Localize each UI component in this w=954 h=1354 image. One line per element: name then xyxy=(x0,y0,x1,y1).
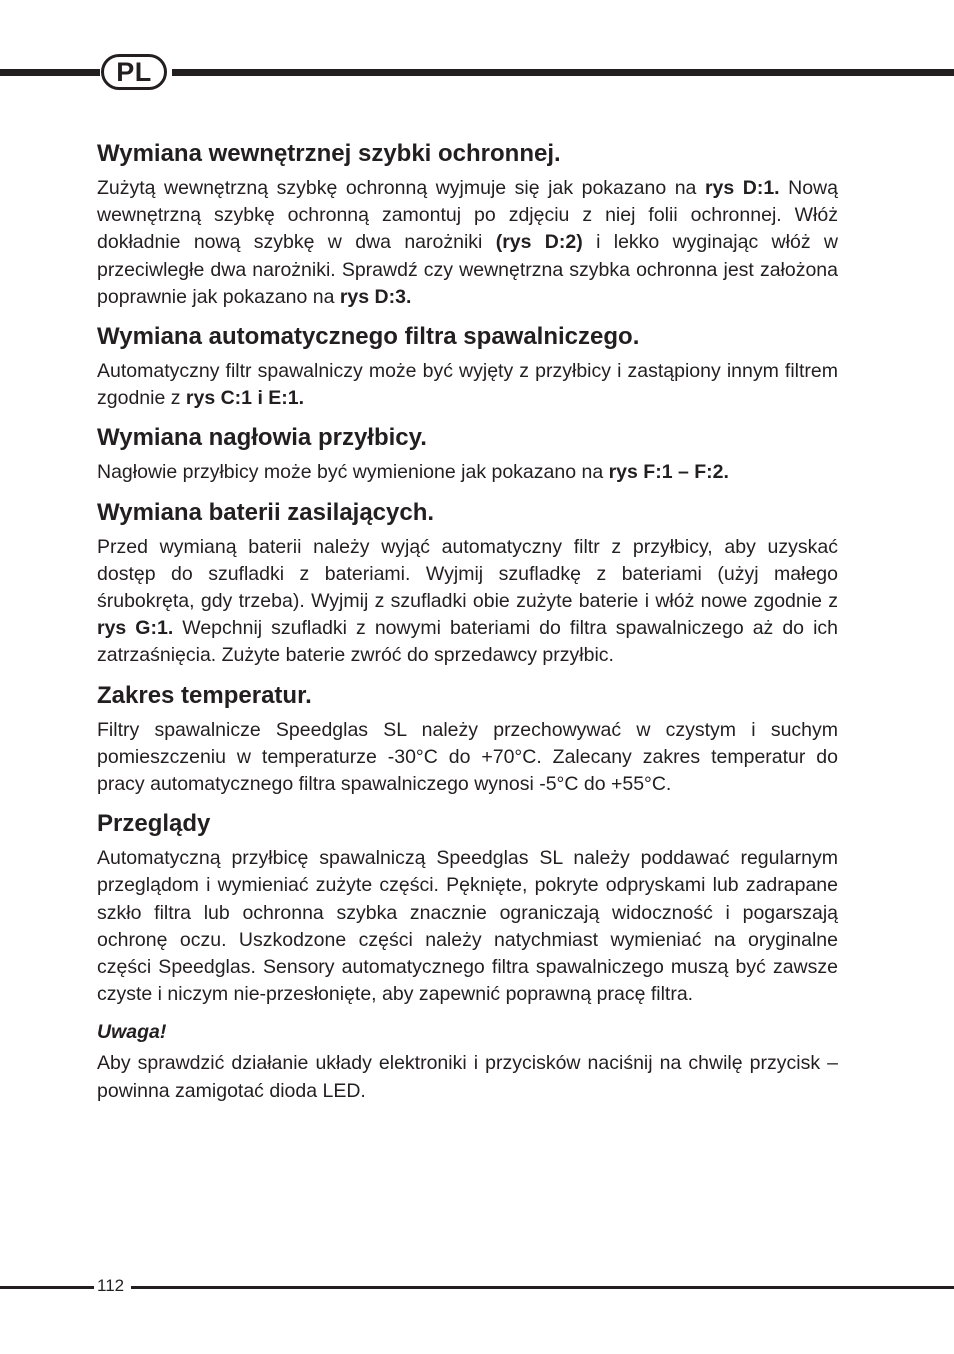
header-rule-right xyxy=(172,69,954,76)
section-title: Wymiana automatycznego filtra spawalniczego. xyxy=(97,323,640,351)
section-paragraph: Automatyczny filtr spawalniczy może być wyjęty z przyłbicy i zastąpiony innym filtrem zgodnie z rys C:1 i E:1. xyxy=(97,360,838,410)
section-paragraph: Przed wymianą baterii należy wyjąć automatyczny filtr z przyłbicy, aby uzyskać dostęp do szufladki z bateriami. Wyjmij szufladkę z bateriami (użyj małego śrubokręta, gdy trzeba). Wyjmij z szufladki obie zużyte baterie i włóż nowe zgodnie z rys G:1. Wepchnij szufladki z nowymi bateriami do filtra spawalniczego aż do ich zatrzaśnięcia. Zużyte baterie zwróć do sprzedawcy przyłbic. xyxy=(97,535,838,667)
section-title: Zakres temperatur. xyxy=(97,681,312,709)
figure-reference: rys D:1. xyxy=(704,177,780,199)
note-paragraph: Aby sprawdzić działanie układy elektroniki i przycisków naciśnij na chwilę przycisk – powinna zamigotać dioda LED. xyxy=(97,1052,838,1102)
language-badge: PL xyxy=(101,54,167,90)
section-title: Wymiana nagłowia przyłbicy. xyxy=(97,424,427,452)
figure-reference: rys F:1 – F:2. xyxy=(608,461,729,484)
section-temperature-range xyxy=(97,681,838,799)
figure-reference: (rys D:2) xyxy=(495,231,583,254)
section-title: Wymiana wewnętrznej szybki ochronnej. xyxy=(97,140,561,167)
section-inspections xyxy=(97,809,838,1008)
section-paragraph: Filtry spawalnicze Speedglas SL należy przechowywać w czystym i suchym pomieszczeniu w temperaturze -30°C do +70°C. Zalecany zakres temperatur do pracy automatycznego filtra spawalniczego wynosi -5°C do +55°C. xyxy=(97,718,838,796)
section-paragraph: Automatyczną przyłbicę spawalniczą Speedglas SL należy poddawać regularnym przeglądom i wymieniać zużyte części. Pęknięte, pokryte odpryskami lub zadrapane szkło filtra lub ochronna szybka znacznie ograniczają widoczność i pogarszają ochronę oczu. Uszkodzone części należy natychmiast wymieniać na oryginalne części Speedglas. Sensory automatycznego filtra spawalniczego muszą być zawsze czyste i niczym nie-przesłonięte, aby zapewnić poprawną pracę filtra. xyxy=(97,847,838,1006)
section-title: Przeglądy xyxy=(97,810,211,838)
section-title: Wymiana baterii zasilających. xyxy=(97,498,435,526)
footer-rule-left xyxy=(0,1286,94,1289)
footer-rule-right xyxy=(131,1286,954,1289)
section-battery-replacement xyxy=(97,498,838,670)
section-note xyxy=(97,1019,838,1104)
section-paragraph: Nagłowie przyłbicy może być wymienione jak pokazano na rys F:1 – F:2. xyxy=(97,461,729,484)
note-title: Uwaga! xyxy=(97,1021,167,1044)
figure-reference: rys C:1 i E:1. xyxy=(185,387,305,410)
header-rule-left xyxy=(0,69,100,76)
figure-reference: rys G:1. xyxy=(97,617,174,640)
section-inner-lens-replacement xyxy=(97,139,838,311)
page-number: 112 xyxy=(97,1276,125,1295)
figure-reference: rys D:3. xyxy=(339,285,412,308)
page-content xyxy=(97,139,838,1116)
section-filter-replacement xyxy=(97,322,838,412)
section-paragraph: Zużytą wewnętrzną szybkę ochronną wyjmuje się jak pokazano na rys D:1. Nową wewnętrzną szybkę ochronną zamontuj po zdjęciu z niej folii ochronnej. Włóż dokładnie nową szybkę w dwa narożniki (rys D:2) i lekko wyginając włóż w przeciwległe dwa narożniki. Sprawdź czy wewnętrzna szybka ochronna jest założona poprawnie jak pokazano na rys D:3. xyxy=(97,177,838,308)
section-headgear-replacement xyxy=(97,423,838,486)
